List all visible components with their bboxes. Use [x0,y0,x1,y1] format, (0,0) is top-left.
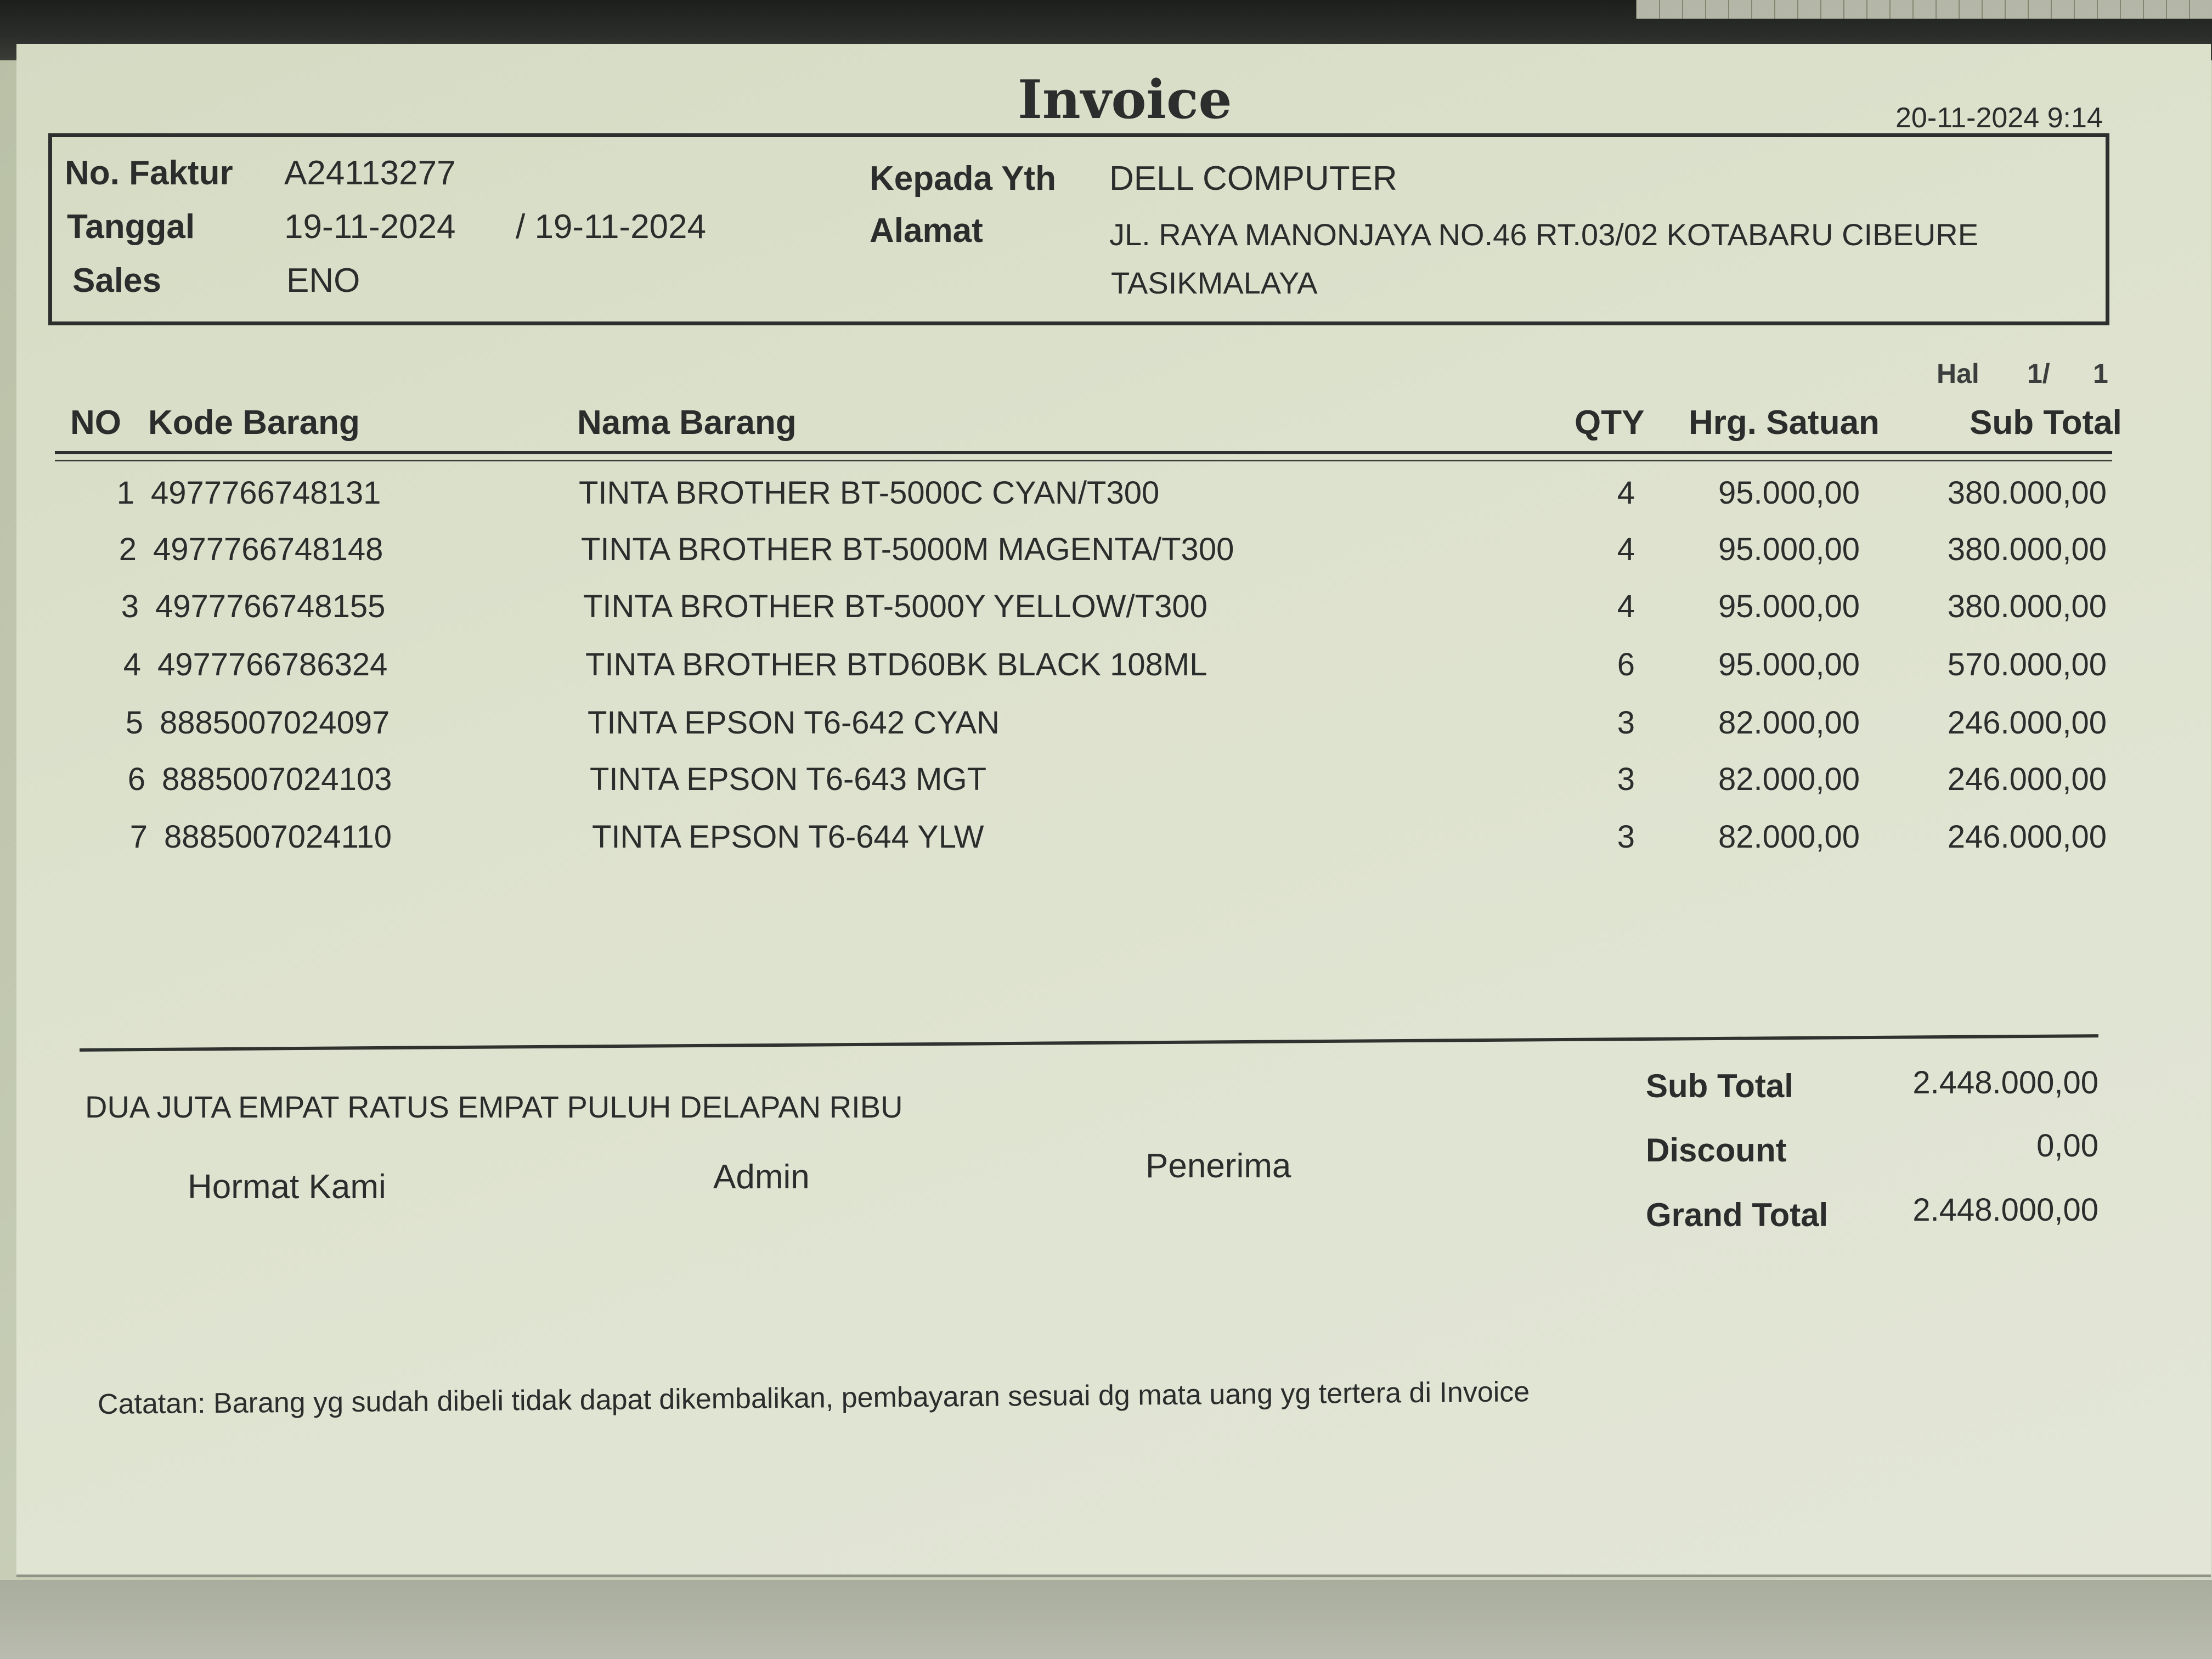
row-qty: 3 [1617,705,1635,741]
grand-total-value: 2.448.000,00 [1912,1192,2098,1228]
row-no: 5 [125,705,143,741]
row-qty: 3 [1617,761,1635,797]
print-datetime: 20-11-2024 9:14 [1895,102,2103,134]
row-no: 2 [119,532,137,567]
sales-value: ENO [286,262,360,300]
table-row [0,704,2212,748]
row-no: 1 [116,475,134,511]
tanggal-label: Tanggal [67,208,195,246]
window-bottom-area [0,1580,2212,1659]
row-subtotal: 380.000,00 [1947,589,2107,624]
row-kode: 8885007024110 [164,819,392,855]
table-header-rule-2 [55,460,2112,461]
row-kode: 4977766748155 [155,589,386,624]
col-header-kode: Kode Barang [148,404,360,442]
row-qty: 6 [1617,647,1635,682]
row-nama: TINTA BROTHER BT-5000M MAGENTA/T300 [581,532,1234,567]
row-harga: 95.000,00 [1718,532,1860,567]
row-no: 4 [123,647,141,682]
row-subtotal: 246.000,00 [1947,705,2107,741]
alamat-label: Alamat [870,212,983,250]
subtotal-value: 2.448.000,00 [1912,1065,2098,1101]
row-qty: 4 [1617,589,1635,624]
row-nama: TINTA BROTHER BT-5000Y YELLOW/T300 [583,589,1207,624]
table-row [0,761,2212,805]
signature-hormat-kami: Hormat Kami [188,1168,386,1206]
alamat-line-2: TASIKMALAYA [1111,266,1318,300]
table-row [0,588,2212,632]
row-kode: 4977766748131 [151,475,381,511]
faktur-value: A24113277 [284,154,456,192]
row-kode: 8885007024103 [162,761,392,797]
row-subtotal: 246.000,00 [1947,819,2107,855]
table-row [0,646,2212,690]
col-header-qty: QTY [1575,404,1645,442]
tanggal-value: 19-11-2024 [284,208,456,246]
discount-value: 0,00 [2036,1128,2098,1164]
signature-penerima: Penerima [1146,1147,1291,1185]
col-header-no: NO [70,404,121,442]
col-header-nama: Nama Barang [577,404,797,442]
page-label: Hal [1937,358,1979,389]
row-subtotal: 380.000,00 [1947,475,2107,511]
kepada-value: DELL COMPUTER [1109,160,1397,198]
amount-in-words: DUA JUTA EMPAT RATUS EMPAT PULUH DELAPAN RIBU [85,1090,903,1124]
row-no: 7 [129,819,148,855]
signature-admin: Admin [713,1158,810,1196]
row-kode: 4977766786324 [157,647,388,682]
invoice-title: Invoice [1018,69,1232,131]
col-header-subtotal: Sub Total [1970,404,2122,442]
table-row [0,475,2212,518]
row-subtotal: 380.000,00 [1947,532,2107,567]
kepada-label: Kepada Yth [870,160,1056,198]
invoice-note: Catatan: Barang yg sudah dibeli tidak dapat dikembalikan, pembayaran sesuai dg mata uang yg tertera di Invoice [97,1376,1530,1420]
row-harga: 82.000,00 [1718,761,1860,797]
table-header-rule [55,451,2112,454]
row-harga: 95.000,00 [1718,647,1860,682]
row-harga: 82.000,00 [1718,819,1860,855]
row-subtotal: 570.000,00 [1947,647,2107,682]
grand-total-label: Grand Total [1646,1197,1829,1233]
row-kode: 4977766748148 [153,532,383,567]
row-no: 3 [121,589,139,624]
subtotal-label: Sub Total [1646,1068,1793,1104]
page-current: 1/ [2027,358,2050,389]
row-nama: TINTA EPSON T6-644 YLW [592,819,984,855]
page-total: 1 [2093,358,2108,389]
row-nama: TINTA EPSON T6-642 CYAN [588,705,1000,741]
alamat-line-1: JL. RAYA MANONJAYA NO.46 RT.03/02 KOTABARU CIBEURE [1109,217,1979,252]
row-nama: TINTA BROTHER BT-5000C CYAN/T300 [579,475,1160,511]
row-nama: TINTA EPSON T6-643 MGT [590,761,987,797]
row-harga: 82.000,00 [1718,705,1860,741]
row-kode: 8885007024097 [160,705,390,741]
col-header-harga: Hrg. Satuan [1689,404,1880,442]
table-row [0,531,2212,575]
tanggal-value-2: / 19-11-2024 [516,208,706,246]
row-harga: 95.000,00 [1718,475,1860,511]
row-harga: 95.000,00 [1718,589,1860,624]
table-row [0,819,2212,862]
row-subtotal: 246.000,00 [1947,761,2107,797]
ruler-strip [1636,0,2212,19]
row-qty: 4 [1617,532,1635,567]
row-qty: 3 [1617,819,1635,855]
discount-label: Discount [1646,1132,1787,1169]
sales-label: Sales [72,262,162,300]
faktur-label: No. Faktur [65,154,233,192]
row-no: 6 [127,761,145,797]
row-qty: 4 [1617,475,1635,511]
row-nama: TINTA BROTHER BTD60BK BLACK 108ML [585,647,1207,682]
